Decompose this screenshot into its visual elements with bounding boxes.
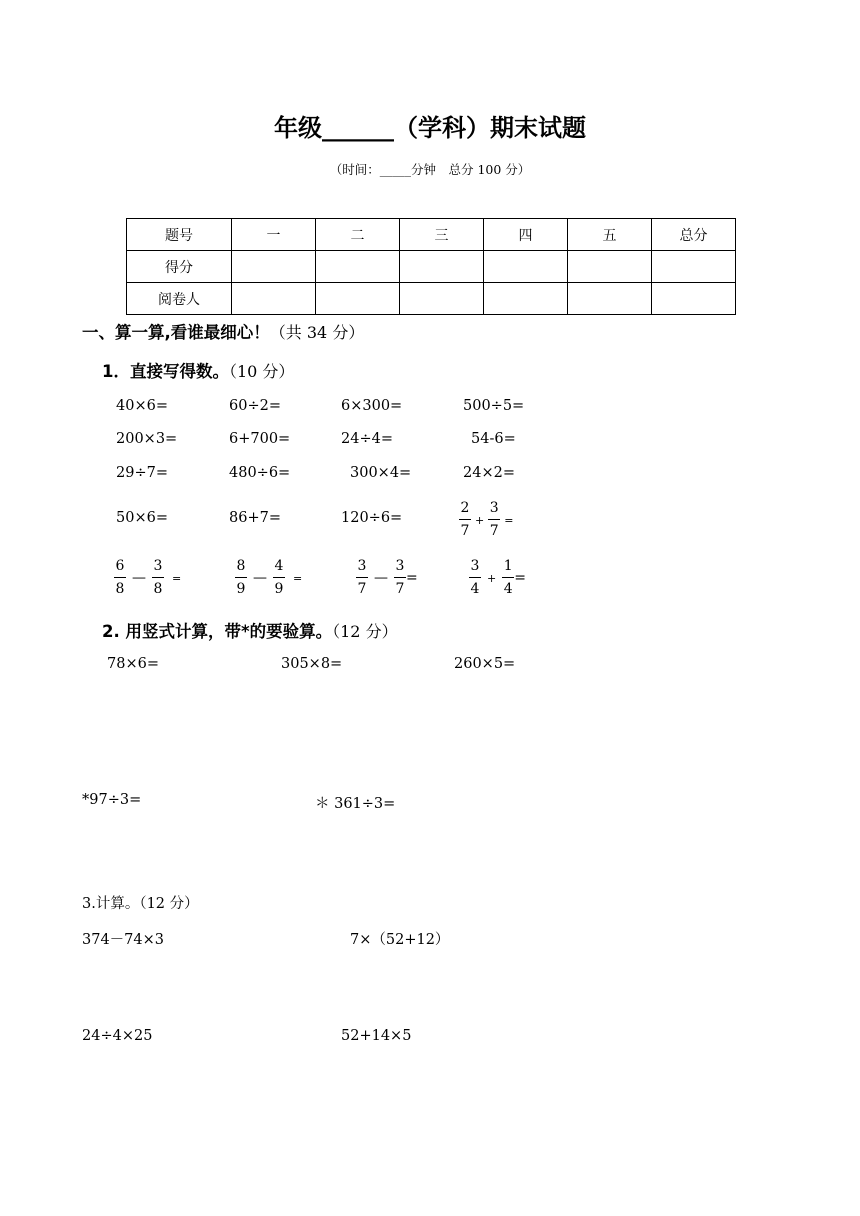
problem: 500÷5= bbox=[463, 398, 525, 414]
problem: 50×6= bbox=[116, 510, 168, 526]
problem: 29÷7= bbox=[116, 465, 168, 481]
numerator: 4 bbox=[273, 557, 285, 578]
denominator: 7 bbox=[489, 523, 499, 539]
score-cell bbox=[652, 251, 736, 283]
problem: 24÷4×25 bbox=[82, 1028, 153, 1044]
fraction bbox=[356, 557, 368, 599]
operator: + bbox=[475, 513, 485, 527]
grader-cell bbox=[400, 283, 484, 315]
table-header-cell: 题号 bbox=[127, 219, 232, 251]
fraction bbox=[502, 557, 514, 599]
table-header-cell: 二 bbox=[316, 219, 400, 251]
denominator: 7 bbox=[357, 581, 367, 597]
numerator: 3 bbox=[394, 557, 406, 578]
fraction-problem bbox=[114, 557, 181, 599]
section-heading bbox=[82, 319, 364, 343]
numerator: 8 bbox=[235, 557, 247, 578]
problem: 480÷6= bbox=[229, 465, 291, 481]
problem: ＊ 361÷3= bbox=[315, 796, 396, 812]
denominator: 8 bbox=[115, 581, 125, 597]
denominator: 9 bbox=[236, 581, 246, 597]
denominator: 8 bbox=[153, 581, 163, 597]
part-heading bbox=[102, 618, 398, 642]
problem: 374－74×3 bbox=[82, 932, 165, 948]
part-points: （10 分） bbox=[228, 362, 295, 381]
problem: 305×8= bbox=[281, 656, 343, 672]
part-heading: 3.计算。（12 分） bbox=[82, 896, 199, 912]
equals: = bbox=[293, 571, 303, 585]
table-header-cell: 五 bbox=[568, 219, 652, 251]
problem: 6×300= bbox=[341, 398, 403, 414]
fraction bbox=[152, 557, 164, 599]
score-cell bbox=[400, 251, 484, 283]
operator: + bbox=[487, 571, 497, 585]
table-row bbox=[127, 283, 736, 315]
fraction bbox=[114, 557, 126, 599]
numerator: 3 bbox=[469, 557, 481, 578]
problem: 78×6= bbox=[107, 656, 159, 672]
table-header-row bbox=[127, 219, 736, 251]
equals: = bbox=[514, 570, 526, 586]
equals: = bbox=[406, 570, 418, 586]
problem: 60÷2= bbox=[229, 398, 281, 414]
score-cell bbox=[316, 251, 400, 283]
grader-cell bbox=[484, 283, 568, 315]
denominator: 7 bbox=[460, 523, 470, 539]
denominator: 7 bbox=[395, 581, 405, 597]
table-header-cell: 四 bbox=[484, 219, 568, 251]
problem: 300×4= bbox=[350, 465, 412, 481]
part-points: （12 分） bbox=[332, 622, 398, 641]
fraction bbox=[394, 557, 406, 599]
denominator: 4 bbox=[470, 581, 480, 597]
table-row bbox=[127, 251, 736, 283]
part-heading bbox=[102, 358, 294, 382]
score-cell bbox=[568, 251, 652, 283]
numerator: 3 bbox=[356, 557, 368, 578]
fraction-problem bbox=[356, 557, 418, 599]
problem: 86+7= bbox=[229, 510, 281, 526]
numerator: 6 bbox=[114, 557, 126, 578]
part-title: 1．直接写得数。 bbox=[102, 362, 229, 381]
fraction-problem bbox=[235, 557, 302, 599]
part-title: 2. 用竖式计算，带*的要验算。 bbox=[102, 622, 333, 641]
problem: *97÷3= bbox=[82, 792, 142, 808]
row-label: 阅卷人 bbox=[127, 283, 232, 315]
fraction bbox=[273, 557, 285, 599]
page-title: 年级______（学科）期末试题 bbox=[274, 114, 586, 142]
score-table bbox=[126, 218, 736, 315]
problem: 54-6= bbox=[471, 431, 516, 447]
problem: 52+14×5 bbox=[341, 1028, 412, 1044]
problem: 7×（52+12） bbox=[350, 932, 450, 948]
operator: — bbox=[132, 570, 146, 586]
numerator: 1 bbox=[502, 557, 514, 578]
denominator: 9 bbox=[274, 581, 284, 597]
grader-cell bbox=[232, 283, 316, 315]
denominator: 4 bbox=[503, 581, 513, 597]
table-header-cell: 三 bbox=[400, 219, 484, 251]
operator: — bbox=[253, 570, 267, 586]
fraction bbox=[459, 499, 471, 541]
score-cell bbox=[232, 251, 316, 283]
problem: 200×3= bbox=[116, 431, 178, 447]
exam-info: （时间：_____分钟 总分 100 分） bbox=[329, 162, 531, 177]
numerator: 3 bbox=[152, 557, 164, 578]
fraction bbox=[488, 499, 500, 541]
row-label: 得分 bbox=[127, 251, 232, 283]
section-title: 一、算一算,看谁最细心！ bbox=[82, 323, 270, 342]
grader-cell bbox=[568, 283, 652, 315]
section-points: （共 34 分） bbox=[269, 323, 365, 342]
operator: — bbox=[374, 570, 388, 586]
equals: = bbox=[504, 513, 514, 527]
fraction bbox=[469, 557, 481, 599]
fraction-problem bbox=[469, 557, 526, 599]
table-header-cell: 一 bbox=[232, 219, 316, 251]
score-cell bbox=[484, 251, 568, 283]
problem: 260×5= bbox=[454, 656, 516, 672]
problem: 40×6= bbox=[116, 398, 168, 414]
problem: 24×2= bbox=[463, 465, 515, 481]
grader-cell bbox=[316, 283, 400, 315]
grader-cell bbox=[652, 283, 736, 315]
problem: 6+700= bbox=[229, 431, 291, 447]
fraction-problem bbox=[459, 499, 513, 541]
table-header-cell: 总分 bbox=[652, 219, 736, 251]
numerator: 2 bbox=[459, 499, 471, 520]
problem: 24÷4= bbox=[341, 431, 393, 447]
fraction bbox=[235, 557, 247, 599]
problem: 120÷6= bbox=[341, 510, 403, 526]
equals: = bbox=[172, 571, 182, 585]
numerator: 3 bbox=[488, 499, 500, 520]
